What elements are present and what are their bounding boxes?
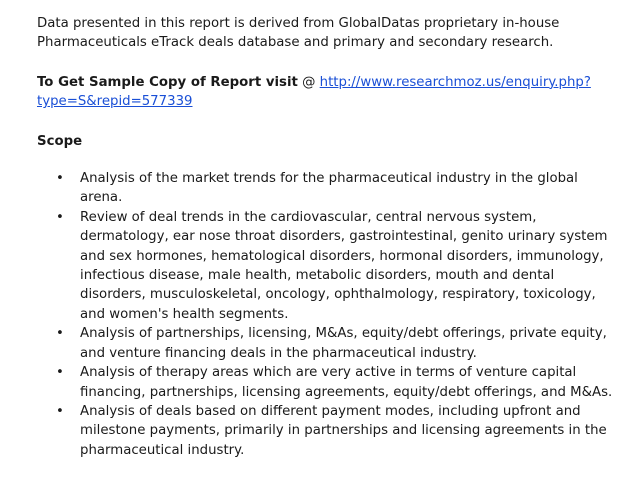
list-item-text: Analysis of the market trends for the pharmaceutical industry in the global arena. — [80, 171, 578, 206]
bullet-icon: • — [56, 209, 64, 225]
bullet-icon: • — [56, 171, 64, 187]
bullet-icon: • — [56, 403, 64, 419]
list-item — [37, 324, 618, 363]
cta-line-1 — [37, 73, 618, 92]
scope-heading: Scope — [37, 133, 83, 149]
intro-line-2: Pharmaceuticals eTrack deals database and primary and secondary research. — [37, 35, 554, 51]
enquiry-link-part-2[interactable]: type=S&repid=577339 — [37, 94, 193, 110]
list-item-text: Analysis of deals based on different payment modes, including upfront and milestone payments, primarily in partnerships and licensing agreements in the pharmaceutical industry. — [80, 403, 607, 458]
intro-paragraph — [37, 14, 618, 53]
scope-list — [37, 169, 618, 460]
list-item — [37, 169, 618, 208]
list-item-text: Review of deal trends in the cardiovascular, central nervous system, dermatology, ear nose throat disorders, gastrointestinal, genito urinary system and sex hormones, hematological disorders, hormonal disorders, immunology, infectious disease, male health, metabolic disorders, mouth and dental disorders, musculoskeletal, oncology, ophthalmology, respiratory, toxicology, and women's health segments. — [80, 209, 608, 322]
bullet-icon: • — [56, 365, 64, 381]
list-item-text: Analysis of therapy areas which are very active in terms of venture capital financing, partnerships, licensing agreements, equity/debt offerings, and M&As. — [80, 365, 613, 400]
bullet-icon: • — [56, 326, 64, 342]
list-item — [37, 363, 618, 402]
enquiry-link-part-1[interactable]: http://www.researchmoz.us/enquiry.php? — [319, 74, 591, 90]
intro-line-1: Data presented in this report is derived from GlobalDatas proprietary in-house — [37, 16, 560, 31]
list-item-text: Analysis of partnerships, licensing, M&As, equity/debt offerings, private equity, and venture financing deals in the pharmaceutical industry. — [80, 326, 607, 361]
list-item — [37, 208, 618, 324]
cta-line-2 — [37, 92, 618, 111]
sample-copy-cta — [37, 73, 618, 112]
cta-label: To Get Sample Copy of Report visit — [37, 74, 298, 90]
list-item — [37, 402, 618, 460]
cta-at-sign: @ — [302, 74, 316, 90]
